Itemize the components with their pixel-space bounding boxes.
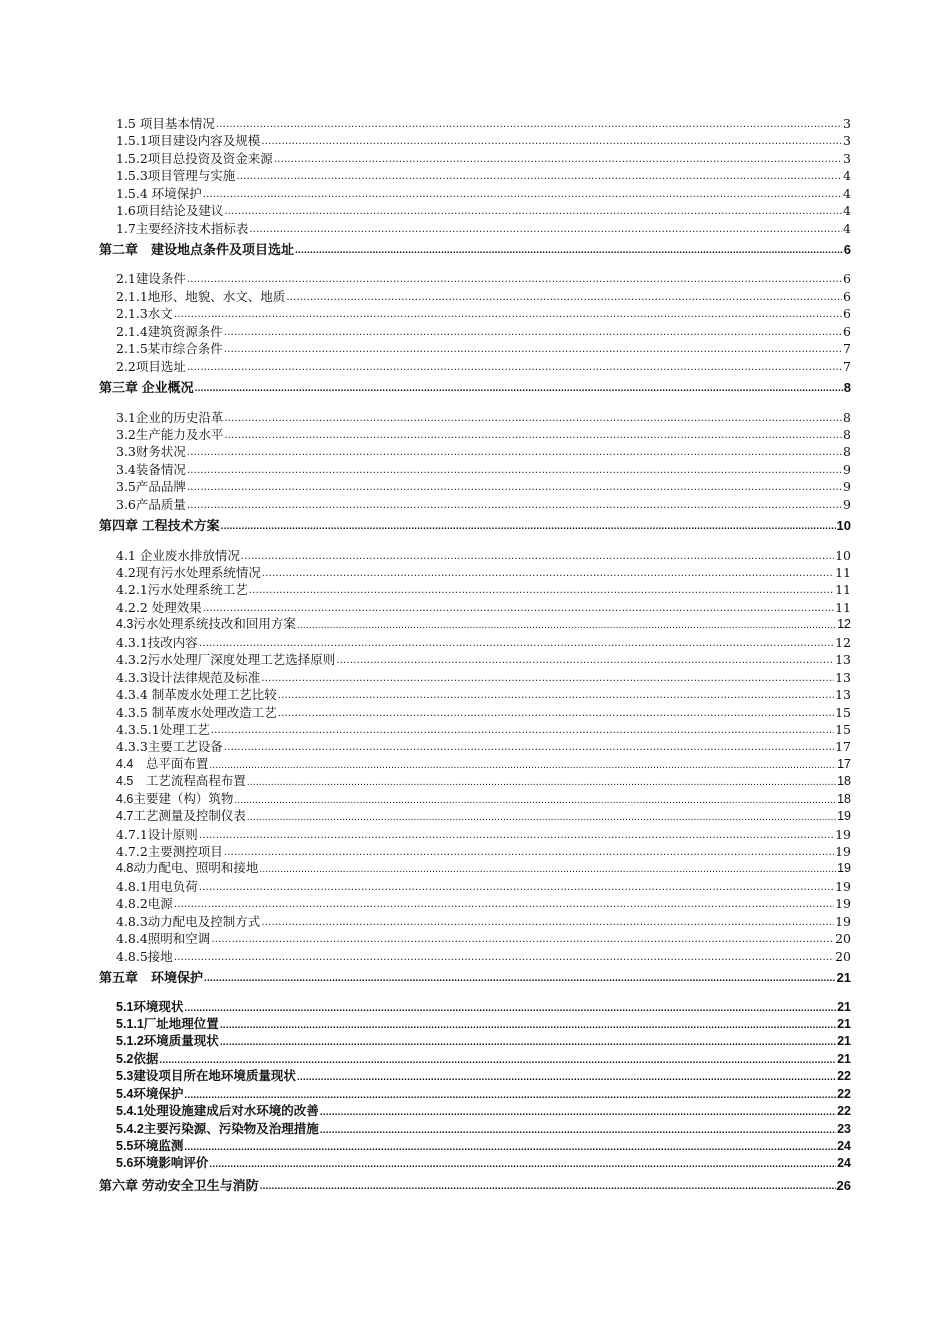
toc-leader-dots — [286, 290, 842, 302]
toc-leader-dots — [184, 1001, 836, 1013]
toc-page-number: 17 — [835, 739, 851, 755]
toc-page-number: 23 — [837, 1121, 851, 1136]
toc-page-number: 21 — [837, 1051, 851, 1066]
toc-entry-label: 2.1.1地形、地貌、水文、地质 — [116, 288, 286, 304]
toc-section-entry[interactable] — [99, 1016, 851, 1033]
toc-leader-dots — [234, 793, 836, 805]
toc-leader-dots — [174, 950, 834, 962]
toc-entry-label: 4.3污水处理系统技改和回用方案 — [116, 617, 296, 632]
table-of-contents — [99, 115, 851, 1206]
toc-page-number: 3 — [843, 150, 851, 166]
toc-leader-dots — [187, 273, 842, 285]
toc-page-number: 15 — [835, 704, 851, 720]
toc-leader-dots — [187, 498, 842, 510]
toc-page-number: 11 — [835, 582, 851, 598]
toc-leader-dots — [203, 601, 834, 613]
toc-page-number: 8 — [843, 409, 851, 425]
toc-page-number: 19 — [835, 878, 851, 894]
toc-section-entry[interactable] — [99, 288, 851, 305]
toc-section-entry[interactable] — [99, 426, 851, 443]
toc-entry-label: 5.2依据 — [116, 1051, 159, 1066]
toc-entry-label: 4.8.5接地 — [116, 948, 173, 964]
toc-entry-label: 5.1.2环境质量现状 — [116, 1034, 219, 1049]
toc-leader-dots — [261, 671, 834, 683]
toc-page-number: 17 — [837, 756, 851, 771]
toc-page-number: 26 — [836, 1177, 851, 1193]
toc-entry-label: 4.3.3设计法律规范及标准 — [116, 669, 261, 685]
toc-leader-dots — [187, 481, 842, 493]
toc-leader-dots — [184, 1088, 836, 1100]
toc-section-entry[interactable] — [99, 478, 851, 495]
toc-entry-label: 2.2项目选址 — [116, 358, 186, 374]
toc-leader-dots — [195, 382, 843, 394]
toc-entry-label: 第六章 劳动安全卫生与消防 — [99, 1177, 259, 1193]
toc-entry-label: 1.5.1项目建设内容及规模 — [116, 133, 261, 149]
toc-entry-label: 4.3.4 制革废水处理工艺比较 — [116, 687, 277, 703]
toc-page-number: 24 — [837, 1156, 851, 1171]
toc-leader-dots — [236, 170, 842, 182]
toc-section-entry[interactable] — [99, 686, 851, 703]
toc-entry-label: 5.5环境监测 — [116, 1139, 184, 1154]
toc-page-number: 4 — [843, 203, 851, 219]
toc-page-number: 20 — [835, 931, 851, 947]
toc-page-number: 8 — [843, 380, 851, 396]
toc-leader-dots — [260, 1179, 836, 1191]
toc-leader-dots — [199, 828, 834, 840]
toc-section-entry[interactable] — [99, 115, 851, 132]
toc-section-entry[interactable] — [99, 461, 851, 478]
toc-chapter-entry[interactable] — [99, 241, 851, 258]
toc-entry-label: 4.8.1用电负荷 — [116, 878, 198, 894]
toc-entry-label: 5.4环境保护 — [116, 1086, 184, 1101]
toc-entry-label: 4.7.2主要测控项目 — [116, 844, 223, 860]
toc-section-entry[interactable] — [99, 340, 851, 357]
toc-entry-label: 5.4.2主要污染源、污染物及治理措施 — [116, 1121, 319, 1136]
toc-leader-dots — [297, 619, 836, 631]
toc-page-number: 6 — [843, 288, 851, 304]
toc-section-entry[interactable] — [99, 1033, 851, 1050]
toc-leader-dots — [320, 1123, 836, 1135]
toc-leader-dots — [224, 428, 842, 440]
toc-section-entry[interactable] — [99, 1138, 851, 1155]
toc-section-entry[interactable] — [99, 220, 851, 237]
toc-page-number: 22 — [837, 1069, 851, 1084]
toc-section-entry[interactable] — [99, 599, 851, 616]
toc-leader-dots — [224, 343, 842, 355]
toc-section-entry[interactable] — [99, 895, 851, 912]
toc-leader-dots — [249, 584, 834, 596]
toc-entry-label: 1.5.2项目总投资及资金来源 — [116, 150, 273, 166]
toc-leader-dots — [221, 520, 836, 532]
toc-entry-label: 5.4.1处理设施建成后对水环境的改善 — [116, 1104, 319, 1119]
toc-leader-dots — [203, 187, 842, 199]
toc-leader-dots — [224, 205, 842, 217]
toc-page-number: 15 — [835, 721, 851, 737]
toc-leader-dots — [249, 222, 842, 234]
toc-entry-label: 4.3.2污水处理厂深度处理工艺选择原则 — [116, 652, 336, 668]
toc-page-number: 11 — [835, 599, 851, 615]
toc-leader-dots — [224, 325, 842, 337]
toc-section-entry[interactable] — [99, 564, 851, 581]
toc-entry-label: 5.1.1厂址地理位置 — [116, 1016, 219, 1031]
toc-section-entry[interactable] — [99, 669, 851, 686]
toc-leader-dots — [199, 880, 834, 892]
toc-leader-dots — [216, 117, 842, 129]
toc-page-number: 19 — [835, 896, 851, 912]
toc-page-number: 4 — [843, 220, 851, 236]
toc-leader-dots — [261, 915, 834, 927]
toc-page-number: 4 — [843, 168, 851, 184]
toc-chapter-entry[interactable] — [99, 1177, 851, 1194]
toc-leader-dots — [247, 811, 836, 823]
toc-section-entry[interactable] — [99, 773, 851, 790]
toc-page-number: 7 — [843, 341, 851, 357]
toc-section-entry[interactable] — [99, 721, 851, 738]
toc-entry-label: 第五章 环境保护 — [99, 970, 204, 986]
toc-page-number: 3 — [843, 115, 851, 131]
toc-leader-dots — [187, 463, 842, 475]
toc-chapter-entry[interactable] — [99, 969, 851, 986]
toc-page-number: 8 — [843, 426, 851, 442]
toc-leader-dots — [224, 846, 834, 858]
toc-entry-label: 1.6项目结论及建议 — [116, 203, 224, 219]
toc-leader-dots — [211, 723, 834, 735]
toc-page-number: 21 — [837, 999, 851, 1014]
toc-leader-dots — [224, 741, 834, 753]
toc-page-number: 21 — [837, 1016, 851, 1031]
toc-page-number: 13 — [835, 669, 851, 685]
toc-entry-label: 3.6产品质量 — [116, 496, 186, 512]
toc-leader-dots — [247, 776, 836, 788]
toc-entry-label: 4.8.3动力配电及控制方式 — [116, 913, 261, 929]
toc-section-entry[interactable] — [99, 930, 851, 947]
toc-section-entry[interactable] — [99, 443, 851, 460]
toc-page-number: 6 — [843, 306, 851, 322]
toc-section-entry[interactable] — [99, 150, 851, 167]
toc-leader-dots — [199, 636, 834, 648]
toc-page-number: 12 — [837, 617, 851, 632]
toc-section-entry[interactable] — [99, 651, 851, 668]
toc-page-number: 13 — [835, 652, 851, 668]
toc-entry-label: 4.8.2电源 — [116, 896, 173, 912]
toc-section-entry[interactable] — [99, 634, 851, 651]
toc-section-entry[interactable] — [99, 913, 851, 930]
toc-section-entry[interactable] — [99, 358, 851, 375]
toc-entry-label: 4.5 工艺流程高程布置 — [116, 774, 246, 789]
toc-page-number: 12 — [835, 634, 851, 650]
toc-page-number: 8 — [843, 444, 851, 460]
toc-section-entry[interactable] — [99, 704, 851, 721]
toc-section-entry[interactable] — [99, 582, 851, 599]
toc-leader-dots — [220, 1036, 836, 1048]
toc-section-entry[interactable] — [99, 826, 851, 843]
toc-page-number: 20 — [835, 948, 851, 964]
toc-page-number: 10 — [836, 518, 851, 534]
toc-leader-dots — [278, 706, 834, 718]
toc-entry-label: 4.8.4照明和空调 — [116, 931, 211, 947]
toc-leader-dots — [336, 654, 834, 666]
toc-section-entry[interactable] — [99, 496, 851, 513]
toc-entry-label: 1.5 项目基本情况 — [116, 115, 215, 131]
toc-leader-dots — [209, 1158, 836, 1170]
toc-leader-dots — [259, 863, 836, 875]
toc-entry-label: 4.1 企业废水排放情况 — [116, 547, 240, 563]
toc-page-number: 6 — [843, 242, 851, 258]
toc-leader-dots — [174, 308, 842, 320]
toc-page-number: 11 — [835, 565, 851, 581]
toc-leader-dots — [211, 933, 834, 945]
toc-page-number: 18 — [837, 791, 851, 806]
toc-entry-label: 2.1建设条件 — [116, 271, 186, 287]
toc-entry-label: 5.6环境影响评价 — [116, 1156, 209, 1171]
toc-entry-label: 3.4装备情况 — [116, 461, 186, 477]
toc-section-entry[interactable] — [99, 323, 851, 340]
toc-section-entry[interactable] — [99, 878, 851, 895]
toc-section-entry[interactable] — [99, 791, 851, 808]
toc-entry-label: 5.1环境现状 — [116, 999, 184, 1014]
toc-section-entry[interactable] — [99, 185, 851, 202]
toc-entry-label: 第三章 企业概况 — [99, 380, 194, 396]
toc-section-entry[interactable] — [99, 132, 851, 149]
toc-entry-label: 4.7工艺测量及控制仪表 — [116, 809, 246, 824]
toc-entry-label: 4.8动力配电、照明和接地 — [116, 861, 259, 876]
toc-page-number: 7 — [843, 358, 851, 374]
toc-entry-label: 第二章 建设地点条件及项目选址 — [99, 242, 295, 258]
toc-entry-label: 4.6主要建（构）筑物 — [116, 791, 234, 806]
toc-leader-dots — [274, 152, 842, 164]
toc-entry-label: 4.3.5.1处理工艺 — [116, 721, 210, 737]
toc-leader-dots — [204, 972, 836, 984]
toc-entry-label: 4.2.1污水处理系统工艺 — [116, 582, 248, 598]
toc-leader-dots — [159, 1053, 836, 1065]
toc-chapter-entry[interactable] — [99, 517, 851, 534]
toc-page-number: 13 — [835, 687, 851, 703]
toc-page-number: 19 — [835, 826, 851, 842]
toc-entry-label: 2.1.4建筑资源条件 — [116, 323, 223, 339]
toc-page-number: 9 — [843, 461, 851, 477]
toc-leader-dots — [297, 1071, 836, 1083]
toc-page-number: 6 — [843, 271, 851, 287]
toc-entry-label: 第四章 工程技术方案 — [99, 518, 220, 534]
toc-page-number: 19 — [835, 913, 851, 929]
toc-leader-dots — [241, 549, 834, 561]
toc-page-number: 9 — [843, 496, 851, 512]
toc-page-number: 19 — [835, 844, 851, 860]
toc-page-number: 19 — [837, 809, 851, 824]
toc-entry-label: 2.1.5某市综合条件 — [116, 341, 223, 357]
toc-entry-label: 4.3.1技改内容 — [116, 634, 198, 650]
toc-leader-dots — [224, 411, 842, 423]
toc-page-number: 21 — [837, 1034, 851, 1049]
toc-leader-dots — [174, 898, 834, 910]
toc-entry-label: 1.5.4 环境保护 — [116, 185, 202, 201]
toc-section-entry[interactable] — [99, 808, 851, 825]
toc-leader-dots — [187, 446, 842, 458]
toc-leader-dots — [278, 689, 834, 701]
toc-section-entry[interactable] — [99, 999, 851, 1016]
toc-section-entry[interactable] — [99, 305, 851, 322]
toc-leader-dots — [261, 135, 842, 147]
toc-leader-dots — [209, 758, 836, 770]
toc-section-entry[interactable] — [99, 616, 851, 633]
toc-page-number: 9 — [843, 479, 851, 495]
toc-entry-label: 4.4 总平面布置 — [116, 756, 209, 771]
toc-entry-label: 3.2生产能力及水平 — [116, 426, 224, 442]
toc-section-entry[interactable] — [99, 1156, 851, 1173]
toc-leader-dots — [320, 1106, 836, 1118]
toc-section-entry[interactable] — [99, 271, 851, 288]
toc-leader-dots — [184, 1141, 836, 1153]
toc-page-number: 6 — [843, 323, 851, 339]
toc-page-number: 22 — [837, 1086, 851, 1101]
toc-leader-dots — [187, 360, 842, 372]
toc-page-number: 21 — [836, 970, 851, 986]
toc-page-number: 19 — [837, 861, 851, 876]
toc-section-entry[interactable] — [99, 843, 851, 860]
toc-section-entry[interactable] — [99, 1051, 851, 1068]
toc-section-entry[interactable] — [99, 948, 851, 965]
toc-page-number: 10 — [835, 547, 851, 563]
toc-entry-label: 1.7主要经济技术指标表 — [116, 220, 249, 236]
toc-section-entry[interactable] — [99, 1068, 851, 1085]
toc-entry-label: 2.1.3水文 — [116, 306, 173, 322]
toc-section-entry[interactable] — [99, 1121, 851, 1138]
toc-section-entry[interactable] — [99, 409, 851, 426]
toc-page-number: 24 — [837, 1139, 851, 1154]
toc-page-number: 4 — [843, 185, 851, 201]
toc-section-entry[interactable] — [99, 167, 851, 184]
toc-entry-label: 3.1企业的历史沿革 — [116, 409, 224, 425]
toc-entry-label: 4.3.5 制革废水处理改造工艺 — [116, 704, 277, 720]
toc-section-entry[interactable] — [99, 202, 851, 219]
toc-leader-dots — [220, 1018, 836, 1030]
toc-entry-label: 4.7.1设计原则 — [116, 826, 198, 842]
toc-chapter-entry[interactable] — [99, 379, 851, 396]
toc-page-number: 22 — [837, 1104, 851, 1119]
toc-page-number: 3 — [843, 133, 851, 149]
toc-entry-label: 4.2.2 处理效果 — [116, 599, 202, 615]
toc-section-entry[interactable] — [99, 1103, 851, 1120]
toc-entry-label: 3.5产品品牌 — [116, 479, 186, 495]
toc-entry-label: 5.3建设项目所在地环境质量现状 — [116, 1069, 296, 1084]
toc-entry-label: 4.3.3主要工艺设备 — [116, 739, 223, 755]
toc-entry-label: 4.2现有污水处理系统情况 — [116, 565, 261, 581]
toc-entry-label: 1.5.3项目管理与实施 — [116, 168, 236, 184]
toc-section-entry[interactable] — [99, 547, 851, 564]
toc-leader-dots — [262, 567, 834, 579]
toc-section-entry[interactable] — [99, 1086, 851, 1103]
toc-section-entry[interactable] — [99, 738, 851, 755]
toc-leader-dots — [295, 244, 843, 256]
toc-entry-label: 3.3财务状况 — [116, 444, 186, 460]
toc-page-number: 18 — [837, 774, 851, 789]
toc-section-entry[interactable] — [99, 861, 851, 878]
toc-section-entry[interactable] — [99, 756, 851, 773]
